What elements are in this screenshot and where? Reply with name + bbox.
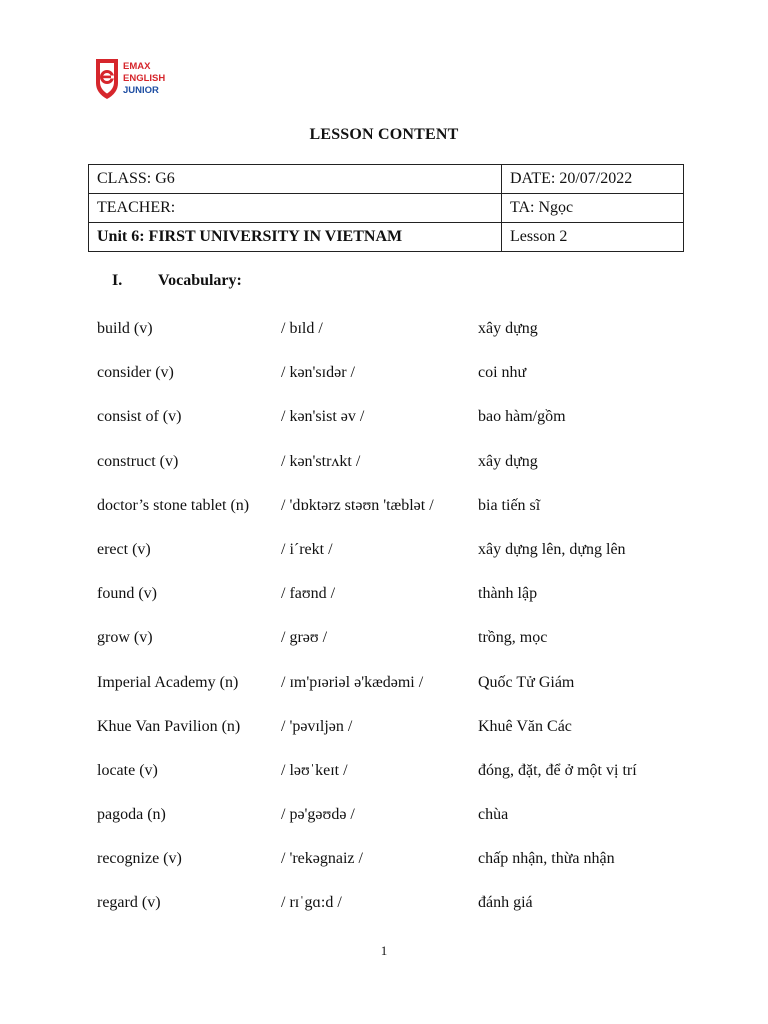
vocab-meaning: đánh giá	[478, 894, 533, 912]
vocab-ipa: / kən'sist əv /	[281, 408, 365, 426]
vocab-word: doctor’s stone tablet (n)	[97, 496, 250, 514]
ta-cell: TA: Ngọc	[502, 194, 684, 223]
vocab-row	[0, 670, 768, 714]
date-cell: DATE: 20/07/2022	[502, 165, 684, 194]
teacher-cell: TEACHER:	[89, 194, 502, 223]
vocab-row	[0, 714, 768, 758]
vocab-ipa: / ɪm'pɪəriəl ə'kædəmi /	[281, 673, 424, 691]
vocab-word: pagoda (n)	[97, 806, 166, 824]
vocab-word: Khue Van Pavilion (n)	[97, 717, 241, 735]
section-title: Vocabulary:	[158, 272, 242, 289]
page-number: 1	[380, 943, 388, 958]
emax-english-junior-logo	[93, 55, 188, 101]
info-row-unit	[89, 223, 684, 252]
vocab-word: recognize (v)	[97, 850, 182, 868]
vocab-meaning: bao hàm/gồm	[478, 408, 566, 426]
vocab-meaning: chấp nhận, thừa nhận	[478, 850, 615, 868]
vocabulary-list	[0, 316, 768, 935]
vocab-row	[0, 316, 768, 360]
vocab-ipa: / kən'sɪdər /	[281, 364, 355, 382]
info-row-teacher	[89, 194, 684, 223]
vocab-row	[0, 537, 768, 581]
vocab-word: found (v)	[97, 585, 157, 603]
vocab-meaning: bia tiến sĩ	[478, 496, 541, 514]
unit-cell: Unit 6: FIRST UNIVERSITY IN VIETNAM	[89, 223, 502, 252]
vocab-meaning: xây dựng lên, dựng lên	[478, 540, 626, 558]
lesson-cell: Lesson 2	[502, 223, 684, 252]
vocab-meaning: thành lập	[478, 585, 538, 603]
vocab-word: locate (v)	[97, 761, 158, 779]
vocab-ipa: / ləʊˈkeɪt /	[281, 761, 348, 779]
vocab-word: build (v)	[97, 320, 153, 337]
class-cell: CLASS: G6	[89, 165, 502, 194]
vocab-meaning: coi như	[478, 364, 527, 382]
vocab-row	[0, 449, 768, 493]
vocab-meaning: đóng, đặt, để ở một vị trí	[478, 761, 637, 779]
vocab-ipa: / 'rekəgnaiz /	[281, 850, 363, 868]
vocab-ipa: / faʊnd /	[281, 585, 336, 603]
vocab-ipa: / bɪld /	[281, 320, 323, 337]
vocab-word: consist of (v)	[97, 408, 182, 426]
vocab-meaning: chùa	[478, 806, 509, 824]
vocab-word: erect (v)	[97, 540, 151, 558]
vocab-row	[0, 404, 768, 448]
vocab-word: Imperial Academy (n)	[97, 673, 239, 691]
vocab-row	[0, 581, 768, 625]
vocab-meaning: xây dựng	[478, 320, 538, 337]
vocab-meaning: trồng, mọc	[478, 629, 548, 647]
vocab-word: consider (v)	[97, 364, 174, 382]
vocab-ipa: / kən'strʌkt /	[281, 452, 361, 470]
vocab-row	[0, 846, 768, 890]
vocab-ipa: / 'dɒktərz stəʊn 'tæblət /	[281, 496, 434, 514]
vocab-meaning: Quốc Tử Giám	[478, 673, 575, 691]
vocab-ipa: / rɪˈgɑ:d /	[281, 894, 342, 912]
vocab-word: construct (v)	[97, 452, 179, 470]
lesson-info-table	[88, 164, 684, 252]
vocab-meaning: Khuê Văn Các	[478, 717, 572, 735]
vocab-ipa: / i´rekt /	[281, 540, 333, 558]
vocab-meaning: xây dựng	[478, 452, 538, 470]
section-heading	[112, 272, 242, 290]
page-title: LESSON CONTENT	[309, 126, 459, 143]
vocab-word: regard (v)	[97, 894, 161, 912]
info-row-class	[89, 165, 684, 194]
vocab-row	[0, 890, 768, 934]
logo-line3: JUNIOR	[123, 85, 159, 96]
logo-line1: EMAX	[123, 61, 151, 72]
vocab-row	[0, 493, 768, 537]
section-number: I.	[112, 272, 123, 289]
vocab-row	[0, 802, 768, 846]
vocab-ipa: / 'pəvɪljən /	[281, 717, 353, 735]
logo-line2: ENGLISH	[123, 73, 166, 84]
vocab-ipa: / pə'gəʊdə /	[281, 806, 355, 824]
vocab-row	[0, 758, 768, 802]
vocab-ipa: / grəʊ /	[281, 629, 328, 647]
vocab-word: grow (v)	[97, 629, 153, 647]
vocab-row	[0, 625, 768, 669]
vocab-row	[0, 360, 768, 404]
